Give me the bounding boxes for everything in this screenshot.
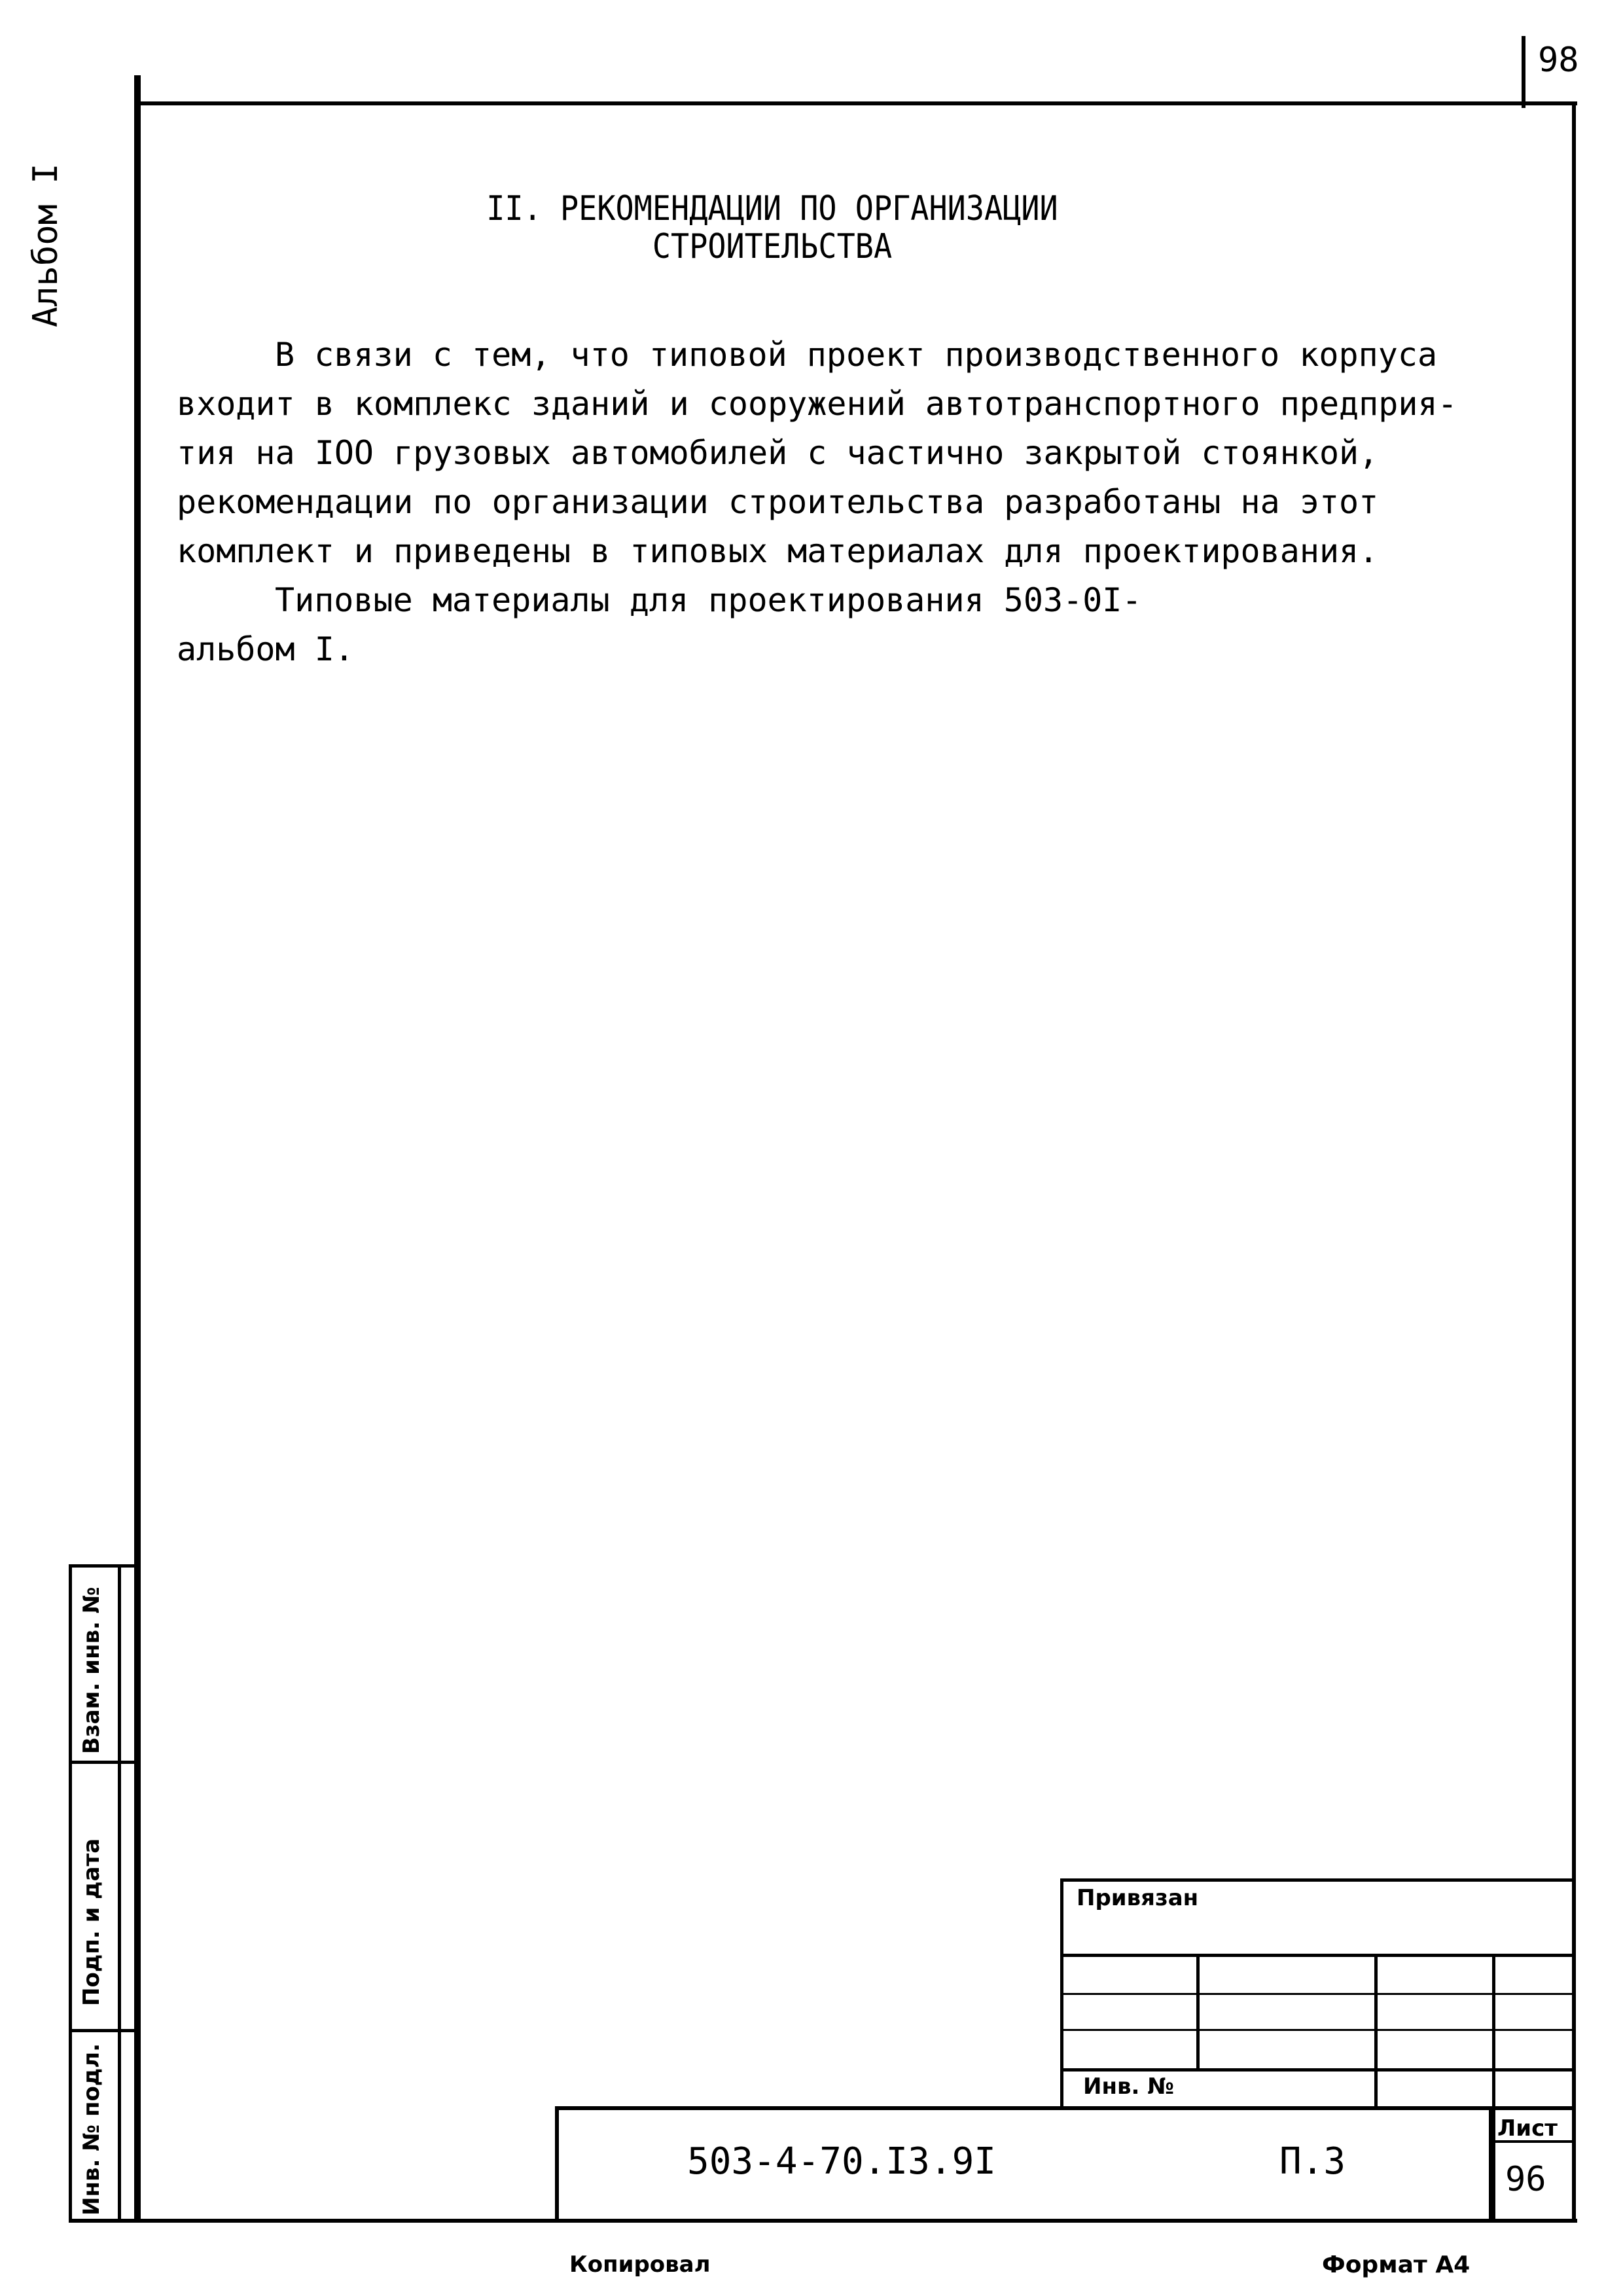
stamp-row-1 [1060, 1954, 1574, 1957]
stamp-row-2 [1060, 1993, 1574, 1995]
strip-div-1 [69, 1761, 137, 1764]
copied-label: Копировал [569, 2251, 711, 2278]
list-value: 96 [1505, 2160, 1546, 2199]
text-line: комплект и приведены в типовых материалах для проектирования. [177, 532, 1379, 570]
stamp-row-4 [1060, 2068, 1574, 2072]
strip-top [69, 1564, 137, 1568]
list-label: Лист [1497, 2115, 1558, 2142]
format-label: Формат А4 [1322, 2251, 1471, 2278]
stamp-col-1 [1196, 1954, 1200, 2072]
album-label: Альбом I [26, 163, 65, 327]
vzam-inv-label: Взам. инв. № [79, 1587, 105, 1754]
strip-inner [118, 1564, 121, 2222]
sheet-number-divider [1522, 36, 1525, 108]
frame-bottom [69, 2219, 1577, 2223]
document-code: 503-4-70.I3.9I [687, 2140, 997, 2183]
frame-left [134, 75, 141, 2222]
strip-div-2 [69, 2029, 137, 2032]
frame-top [134, 101, 1577, 105]
title-block-top [555, 2106, 1576, 2110]
text-line: тия на IOO грузовых автомобилей с частично закрытой стоянкой, [177, 434, 1379, 472]
section-heading [183, 190, 1361, 266]
paragraph-1 [177, 331, 1525, 576]
heading-line-2: СТРОИТЕЛЬСТВА [652, 227, 893, 266]
stamp-top [1060, 1878, 1574, 1882]
frame-right [1572, 101, 1576, 2222]
stamp-col-3 [1492, 1954, 1495, 2222]
podp-data-label: Подп. и дата [79, 1838, 105, 2006]
strip-outer-left [69, 1564, 72, 2222]
list-box-left [1489, 2106, 1492, 2223]
stamp-col-2 [1374, 1954, 1378, 2108]
heading-line-1: II. РЕКОМЕНДАЦИИ ПО ОРГАНИЗАЦИИ [486, 189, 1058, 228]
text-line: входит в комплекс зданий и сооружений автотранспортного предприя- [177, 385, 1457, 423]
sheet-code: П.3 [1279, 2140, 1346, 2183]
text-line: Типовые материалы для проектирования 503-0I- [275, 581, 1142, 619]
text-line: В связи с тем, что типовой проект производственного корпуса [275, 336, 1438, 374]
privyazan-label: Привязан [1077, 1885, 1199, 1911]
sheet-number: 98 [1538, 41, 1579, 80]
inv-podl-label: Инв. № подл. [79, 2043, 105, 2215]
stamp-row-3 [1060, 2029, 1574, 2031]
paragraph-2 [177, 576, 1525, 674]
text-line: альбом I. [177, 630, 354, 668]
title-block-left [555, 2106, 559, 2223]
inv-no-label: Инв. № [1083, 2073, 1175, 2100]
text-line: рекомендации по организации строительства разработаны на этот [177, 483, 1379, 521]
